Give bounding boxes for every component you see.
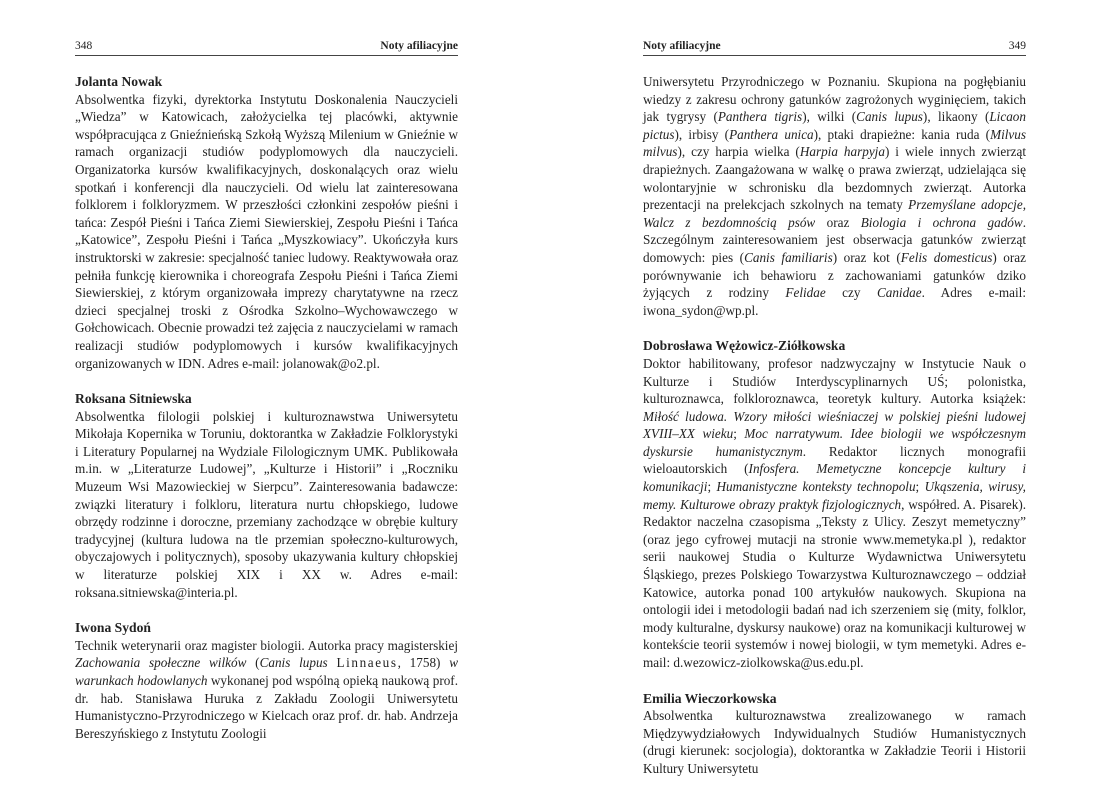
affiliation-entry <box>75 390 458 601</box>
author-note: Doktor habilitowany, profesor nadzwyczajny w Instytucie Nauk o Kulturze i Studiów Interdyscyplinarnych UŚ; polonistka, kulturoznawca, folkloroznawca, teoretyk kultury. Autorka książek: Miłość ludowa. Wzory miłości wieśniaczej w polskiej pieśni ludowej XVIII–XX wieku; Moc narratywum. Idee biologii we współczesnym dyskursie humanistycznym. Redaktor licznych monografii wieloautorskich (Infosfera. Memetyczne koncepcje kultury i komunikacji; Humanistyczne konteksty technopolu; Ukąszenia, wirusy, memy. Kulturowe obrazy praktyk fizjologicznych, współred. A. Pisarek). Redaktor naczelna czasopisma „Teksty z Ulicy. Zeszyt memetyczny” (oraz jego cyfrowej mutacji na stronie www.memetyka.pl ), redaktor serii naukowej Studia o Kulturze Wydawnictwa Uniwersytetu Śląskiego, prezes Polskiego Towarzystwa Kulturoznawczego – oddział Katowice, autorka ponad 100 artykułów naukowych. Skupiona na ontologii idei i metodologii badań nad ich szerzeniem się (mity, folklor, mody kulturalne, dyskursy naukowe) oraz na komunikacji kulturowej w kontekście teorii systemów i nowej biologii, w tym memetyki. Adres e-mail: d.wezowicz-ziolkowska@us.edu.pl. <box>643 355 1027 670</box>
author-note: Uniwersytetu Przyrodniczego w Poznaniu. Skupiona na pogłębianiu wiedzy z zakresu ochrony gatunków zagrożonych wyginięciem, takich jak tygrysy (Panthera tigris), wilki (Canis lupus), likaony (Licaon pictus), irbisy (Panthera unica), ptaki drapieżne: kania ruda (Milvus milvus), czy harpia wielka (Harpia harpyja) i wiele innych zwierząt drapieżnych. Zaangażowana w walkę o prawa zwierząt, udzielająca się wolontaryjnie w schronisku dla bezdomnych zwierząt. Autorka prezentacji na prelekcjach szkolnych na tematy Przemyślane adopcje, Walcz z bezdomnością psów oraz Biologia i ochrona gadów. Szczególnym zainteresowaniem jest obserwacja gatunków zwierząt domowych: pies (Canis familiaris) oraz kot (Felis domesticus) oraz porównywanie ich behawioru z zachowaniami gatunków dziko żyjących z rodziny Felidae czy Canidae. Adres e-mail: iwona_sydon@wp.pl. <box>643 74 1027 318</box>
running-head <box>75 40 458 56</box>
thesis-title: Zachowania społeczne wilków <box>75 655 247 671</box>
page-number: 349 <box>1008 40 1026 52</box>
affiliation-entry <box>643 337 1026 671</box>
author-note: Absolwentka filologii polskiej i kulturoznawstwa Uniwersytetu Mikołaja Kopernika w Toruniu, doktorantka w Zakładzie Folklorystyki i Literatury Popularnej na Wydziale Filologicznym UMK. Publikowała m.in. w „Literaturze Ludowej”, „Kulturze i Historii” i „Roczniku Muzeum Wsi Mazowieckiej w Sierpcu”. Zainteresowania badawcze: związki literatury i folkloru, literatura nurtu chłopskiego, ludowe obrzędy rodzinne i doroczne, przemiany zachodzące w obrębie kultury tradycyjnej (kultura ludowa na tle przemian społeczno-kulturowych, obyczajowych i politycznych), sposoby ukazywania kultury chłopskiej w literaturze polskiej XIX i XX w. Adres e-mail: roksana.sitniewska@interia.pl. <box>75 408 458 600</box>
author-note: Absolwentka kulturoznawstwa zrealizowanego w ramach Międzywydziałowych Indywidualnych Studiów Humanistycznych (drugi kierunek: socjologia), doktorantka w Zakładzie Teorii i Historii Kultury Uniwersytetu <box>643 708 1026 776</box>
left-page <box>75 40 458 760</box>
page-body <box>643 73 1026 778</box>
species-name: Canis lupus <box>259 655 328 671</box>
taxon-author: Linnaeus <box>336 655 398 671</box>
thesis-title: w warunkach hodowlanych <box>75 655 458 688</box>
page-number: 348 <box>75 40 93 52</box>
running-title: Noty afiliacyjne <box>380 40 458 52</box>
affiliation-entry-continuation <box>643 73 1026 319</box>
author-name: Roksana Sitniewska <box>75 391 192 407</box>
author-name: Jolanta Nowak <box>75 74 163 89</box>
author-name: Emilia Wieczorkowska <box>643 690 777 706</box>
author-name: Dobrosława Wężowicz-Ziółkowska <box>643 338 846 354</box>
running-title: Noty afiliacyjne <box>643 40 721 52</box>
right-page <box>643 40 1026 796</box>
affiliation-entry <box>75 619 458 742</box>
author-note: Absolwentka fizyki, dyrektorka Instytutu Doskonalenia Nauczycieli „Wiedza” w Katowicach, założycielka tej placówki, aktywnie współpracująca z Gnieźnieńską Szkołą Wyższą Milenium w Gnieźnie w ramach organizacji studiów podyplomowych dla nauczycieli. Organizatorka kursów kwalifikacyjnych, doskonalących oraz wielu spotkań i konferencji dla nauczycieli. Od wielu lat zainteresowana folklorem i folkloryzmem. W przeszłości członkini zespołów pieśni i tańca: Zespół Pieśni i Tańca Ziemi Siewierskiej, Zespołu Pieśni i Tańca „Katowice”, Zespołu Pieśni i Tańca „Myszkowiacy”. Ukończyła kurs instruktorski w zakresie: specjalność taniec ludowy. Reaktywowała oraz pełniła funkcję kierownika i choreografa Zespołu Pieśni i Tańca Ziemi Siewierskiej, z którym organizowała imprezy charytatywne na rzecz dzieci specjalnej troski z Ośrodka Szkolno–Wychowawczego w Gołchowicach. Obecnie prowadzi też zajęcia z nauczycielami w ramach realizacji studiów podyplomowych i kursów kwalifikacyjnych organizowanych w IDN. Adres e-mail: jolanowak@o2.pl. <box>75 91 458 371</box>
affiliation-entry <box>75 73 458 372</box>
page-body <box>75 73 458 742</box>
affiliation-entry <box>643 690 1026 778</box>
running-head <box>643 40 1026 56</box>
author-note: Technik weterynarii oraz magister biologii. Autorka pracy magisterskiej Zachowania społeczne wilków (Canis lupus Linnaeus, 1758) w warunkach hodowlanych wykonanej pod wspólną opieką naukową prof. dr. hab. Stanisława Huruka z Zakładu Zoologii Uniwersytetu Humanistyczno-Przyrodniczego w Kielcach oraz prof. dr. hab. Andrzeja Bereszyńskiego z Instytutu Zoologii <box>75 637 458 741</box>
author-name: Iwona Sydoń <box>75 620 151 636</box>
